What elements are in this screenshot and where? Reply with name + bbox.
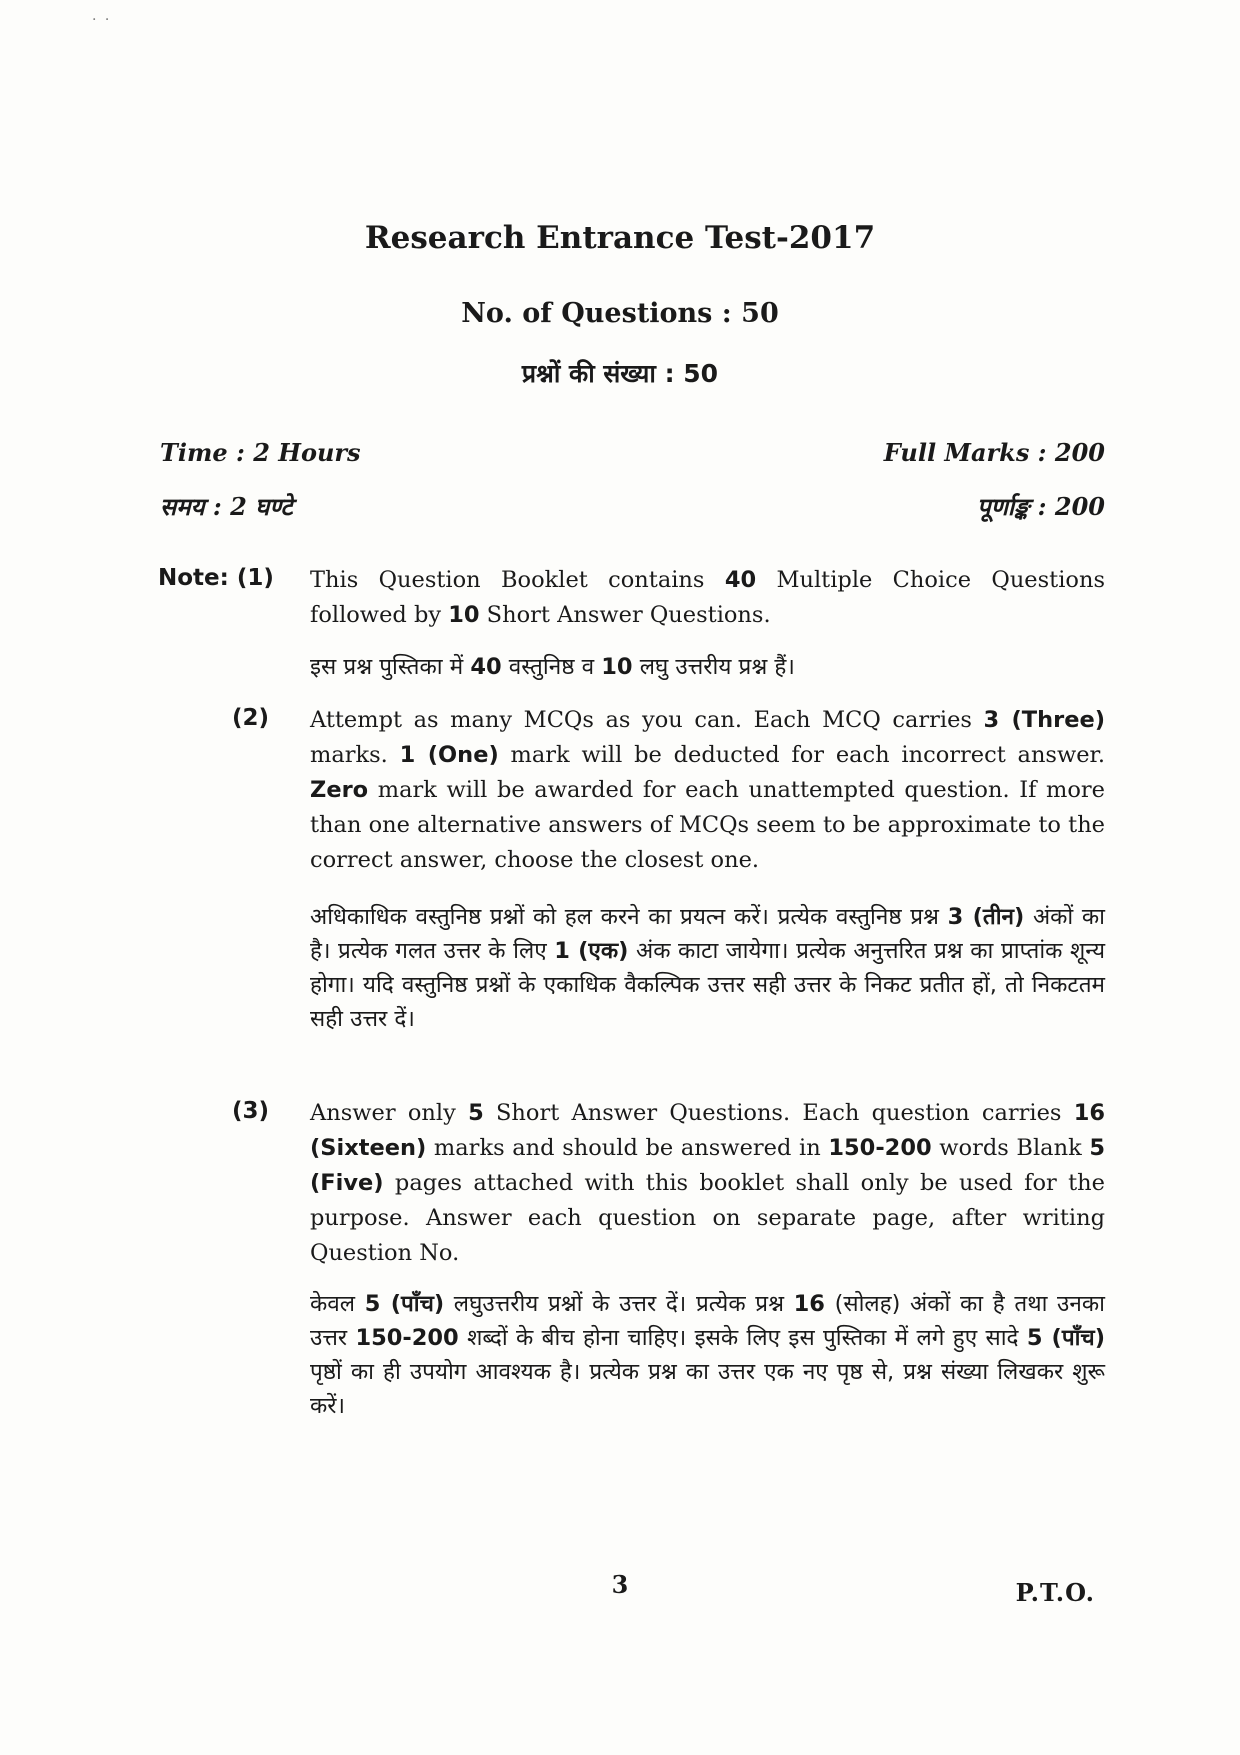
full-marks-english: Full Marks : 200	[883, 438, 1105, 467]
bold-emphasis: 16	[793, 1291, 825, 1317]
note-label: Note: (1)	[158, 565, 274, 591]
question-count-english: No. of Questions : 50	[461, 298, 779, 329]
full-marks-hindi: पूर्णाङ्क : 200	[976, 492, 1105, 521]
bold-emphasis: 3 (Three)	[983, 707, 1105, 733]
page-number: 3	[611, 1570, 629, 1599]
bold-emphasis: 150-200	[355, 1325, 459, 1351]
bold-emphasis: 5 (पाँच)	[1026, 1325, 1105, 1351]
note-2-english: Attempt as many MCQs as you can. Each MCQ carries 3 (Three) marks. 1 (One) mark will be deducted for each incorrect answer. Zero mark will be awarded for each unattempted question. If more than one alternative answers of MCQs seem to be approximate to the correct answer, choose the closest one.	[310, 707, 1105, 873]
bold-emphasis: 5 (Five)	[310, 1135, 1105, 1196]
note-3-hindi: केवल 5 (पाँच) लघुउत्तरीय प्रश्नों के उत्तर दें। प्रत्येक प्रश्न 16 (सोलह) अंकों का है तथा उनका उत्तर 150-200 शब्दों के बीच होना चाहिए। इसके लिए इस पुस्तिका में लगे हुए सादे 5 (पाँच) पृष्ठों का ही उपयोग आवश्यक है। प्रत्येक प्रश्न का उत्तर एक नए पृष्ठ से, प्रश्न संख्या लिखकर शुरू करें।	[310, 1291, 1105, 1419]
bold-emphasis: 5 (पाँच)	[364, 1291, 445, 1317]
bold-emphasis: 1 (एक)	[554, 938, 629, 964]
bold-emphasis: 10	[601, 654, 633, 680]
bold-emphasis: 40	[470, 654, 502, 680]
time-hindi: समय : 2 घण्टे	[160, 492, 293, 521]
note-1-hindi: इस प्रश्न पुस्तिका में 40 वस्तुनिष्ठ व 10 लघु उत्तरीय प्रश्न हैं।	[310, 654, 795, 680]
scan-artifact: · ·	[92, 12, 112, 28]
exam-title: Research Entrance Test-2017	[364, 220, 876, 256]
please-turn-over: P.T.O.	[1015, 1578, 1095, 1607]
note-3-english: Answer only 5 Short Answer Questions. Each question carries 16 (Sixteen) marks and should be answered in 150-200 words Blank 5 (Five) pages attached with this booklet shall only be used for the purpose. Answer each question on separate page, after writing Question No.	[310, 1100, 1106, 1266]
note-1-english: This Question Booklet contains 40 Multiple Choice Questions followed by 10 Short Answer Questions.	[310, 567, 1105, 628]
bold-emphasis: 5	[468, 1100, 484, 1126]
note-2-hindi: अधिकाधिक वस्तुनिष्ठ प्रश्नों को हल करने का प्रयत्न करें। प्रत्येक वस्तुनिष्ठ प्रश्न 3 (तीन) अंकों का है। प्रत्येक गलत उत्तर के लिए 1 (एक) अंक काटा जायेगा। प्रत्येक अनुत्तरित प्रश्न का प्राप्तांक शून्य होगा। यदि वस्तुनिष्ठ प्रश्नों के एकाधिक वैकल्पिक उत्तर सही उत्तर के निकट प्रतीत हों, तो निकटतम सही उत्तर दें।	[310, 904, 1106, 1032]
bold-emphasis: 16 (Sixteen)	[310, 1100, 1106, 1161]
question-count-hindi: प्रश्नों की संख्या : 50	[521, 359, 719, 388]
note-3-number: (3)	[232, 1098, 270, 1124]
time-english: Time : 2 Hours	[160, 438, 361, 467]
bold-emphasis: 3 (तीन)	[947, 904, 1025, 930]
bold-emphasis: 150-200	[828, 1135, 932, 1161]
bold-emphasis: 40	[724, 567, 757, 593]
bold-emphasis: Zero	[310, 777, 369, 803]
note-2-number: (2)	[232, 705, 270, 731]
bold-emphasis: 1 (One)	[399, 742, 499, 768]
bold-emphasis: 10	[448, 602, 480, 628]
